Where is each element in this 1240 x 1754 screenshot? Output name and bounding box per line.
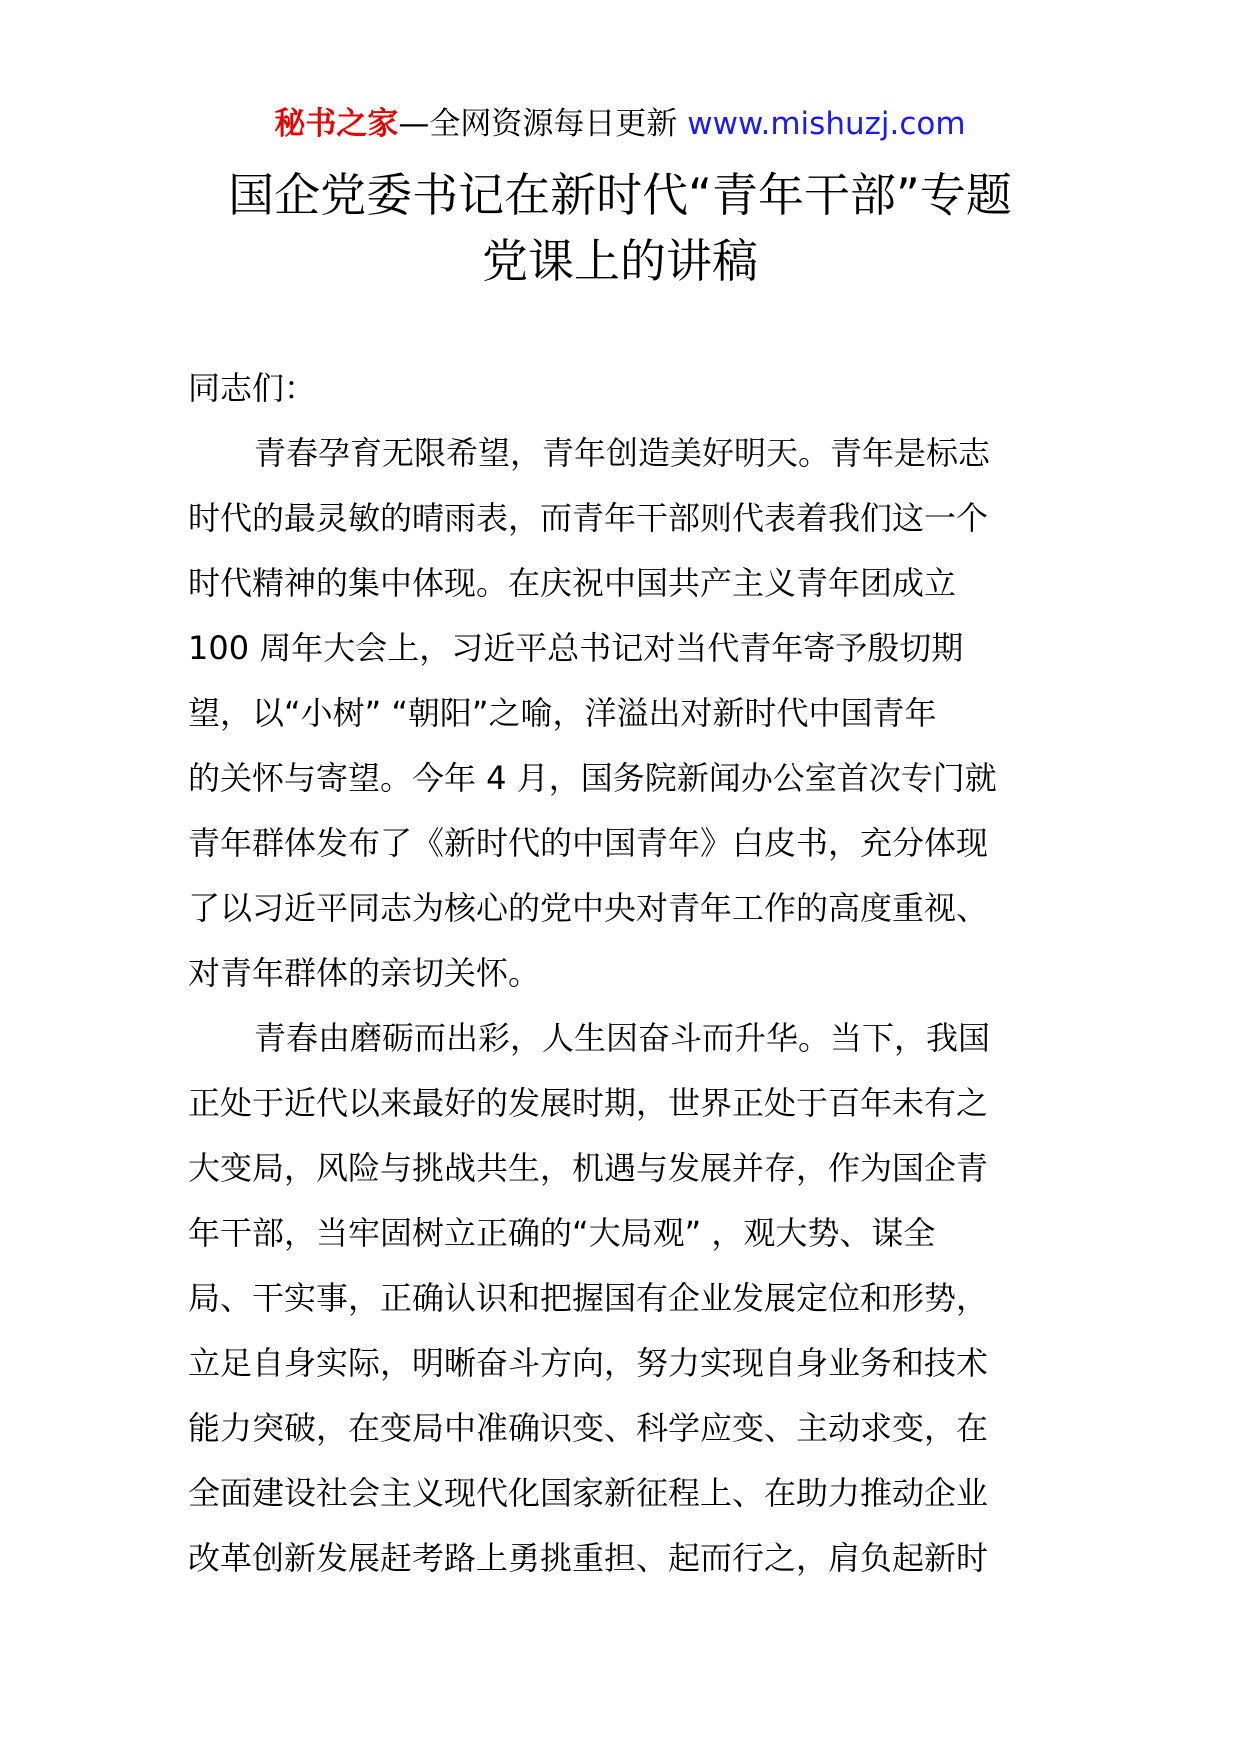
body-line: 大变局，风险与挑战共生，机遇与发展并存，作为国企青 bbox=[188, 1149, 989, 1187]
body-line: 立足自身实际，明晰奋斗方向，努力实现自身业务和技术 bbox=[188, 1344, 989, 1382]
body-line: 青春由磨砺而出彩，人生因奋斗而升华。当下，我国 bbox=[254, 1019, 991, 1057]
body-line: 时代精神的集中体现。在庆祝中国共产主义青年团成立 bbox=[188, 564, 957, 602]
salutation: 同志们： bbox=[188, 369, 317, 407]
body-line: 能力突破，在变局中准确识变、科学应变、主动求变，在 bbox=[188, 1409, 989, 1447]
document-body bbox=[188, 356, 1068, 1591]
body-line: 了以习近平同志为核心的党中央对青年工作的高度重视、 bbox=[188, 889, 989, 927]
brand-name: 秘书之家 bbox=[274, 106, 399, 142]
body-line: 对青年群体的亲切关怀。 bbox=[188, 954, 541, 992]
body-line: 年干部，当牢固树立正确的“大局观” ，观大势、谋全 bbox=[188, 1214, 936, 1252]
header-tagline: —全网资源每日更新 bbox=[398, 106, 678, 142]
body-line: 望，以“小树” “朝阳”之喻，洋溢出对新时代中国青年 bbox=[188, 694, 937, 732]
site-header bbox=[0, 102, 1240, 146]
body-line: 全面建设社会主义现代化国家新征程上、在助力推动企业 bbox=[188, 1474, 989, 1512]
body-line: 局、干实事，正确认识和把握国有企业发展定位和形势， bbox=[188, 1279, 989, 1317]
body-line: 青年群体发布了《新时代的中国青年》白皮书，充分体现 bbox=[188, 824, 989, 862]
document-title bbox=[160, 162, 1080, 294]
site-url: www.mishuzj.com bbox=[687, 106, 966, 142]
body-line: 青春孕育无限希望，青年创造美好明天。青年是标志 bbox=[254, 434, 991, 472]
body-line: 100 周年大会上，习近平总书记对当代青年寄予殷切期 bbox=[188, 629, 964, 667]
body-line: 的关怀与寄望。今年 4 月，国务院新闻办公室首次专门就 bbox=[188, 759, 997, 797]
title-line-1: 国企党委书记在新时代“青年干部”专题 bbox=[228, 168, 1012, 222]
body-line: 正处于近代以来最好的发展时期，世界正处于百年未有之 bbox=[188, 1084, 989, 1122]
body-line: 改革创新发展赶考路上勇挑重担、起而行之，肩负起新时 bbox=[188, 1539, 989, 1577]
title-line-2: 党课上的讲稿 bbox=[482, 234, 758, 288]
body-line: 时代的最灵敏的晴雨表，而青年干部则代表着我们这一个 bbox=[188, 499, 989, 537]
